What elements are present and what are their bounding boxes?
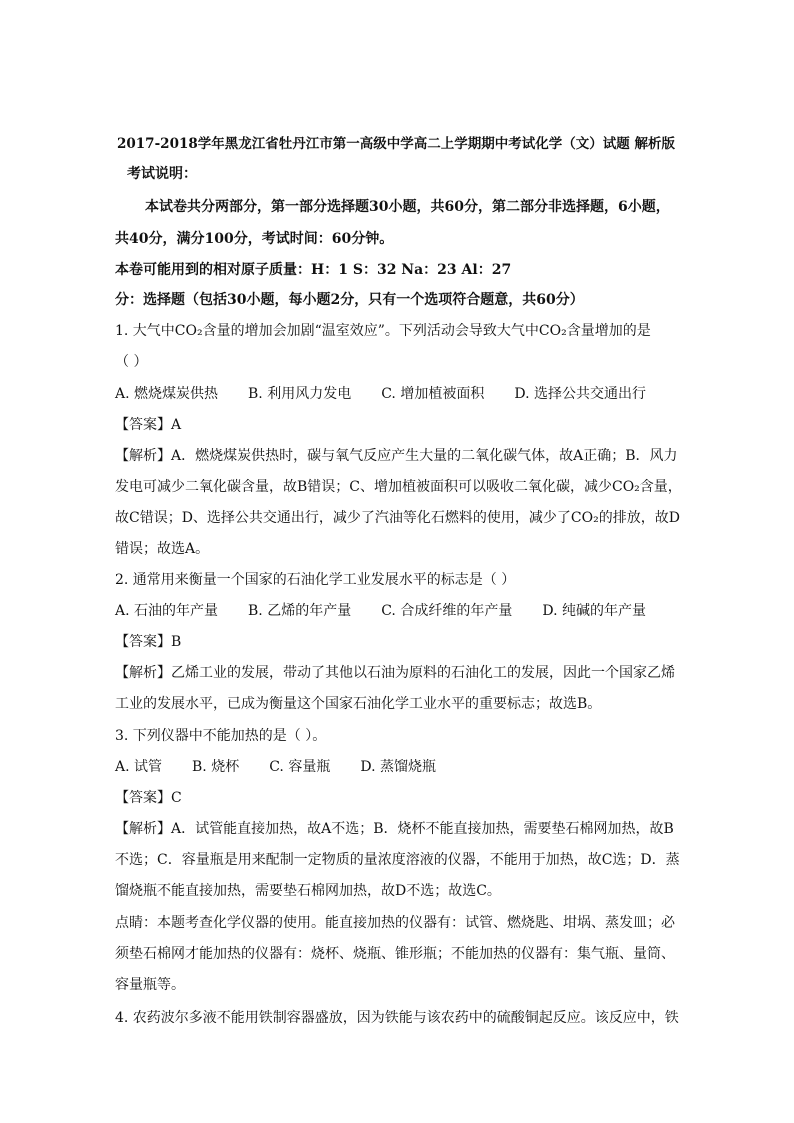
option-d: D. 蒸馏烧瓶: [360, 759, 436, 775]
question-options: [115, 384, 646, 404]
option-b: B. 乙烯的年产量: [248, 603, 352, 619]
option-c: C. 增加植被面积: [381, 386, 485, 402]
answer-line: 【答案】A: [115, 417, 182, 433]
document-title: 2017-2018学年黑龙江省牡丹江市第一高级中学高二上学期期中考试化学（文）试题 解析版: [117, 136, 675, 152]
option-b: B. 利用风力发电: [248, 386, 352, 402]
exam-note-heading: 考试说明：: [127, 166, 197, 182]
option-a: A. 石油的年产量: [115, 603, 219, 619]
question-stem: 3. 下列仪器中不能加热的是（ ）。: [115, 728, 327, 744]
analysis-line: 【解析】乙烯工业的发展，带动了其他以石油为原料的石油化工的发展，因此一个国家乙烯: [115, 665, 675, 681]
option-c: C. 容量瓶: [269, 759, 331, 775]
answer-line: 【答案】C: [115, 790, 182, 806]
option-d: D. 纯碱的年产量: [542, 603, 646, 619]
analysis-line: 馏烧瓶不能直接加热，需要垫石棉网加热，故D不选；故选C。: [115, 883, 501, 899]
analysis-line: 错误；故选A。: [115, 541, 210, 557]
question-stem: （ ）: [115, 354, 148, 370]
analysis-line: 【解析】A．燃烧煤炭供热时，碳与氧气反应产生大量的二氧化碳气体，故A正确；B．风力: [115, 448, 678, 464]
analysis-line: 不选；C．容量瓶是用来配制一定物质的量浓度溶液的仪器，不能用于加热，故C选；D．蒸: [115, 852, 680, 868]
comment-line: 须垫石棉网才能加热的仪器有：烧杯、烧瓶、锥形瓶；不能加热的仪器有：集气瓶、量筒、: [115, 946, 675, 962]
question-stem: 4. 农药波尔多液不能用铁制容器盛放，因为铁能与该农药中的硫酸铜起反应。该反应中，铁: [115, 1010, 679, 1026]
comment-line: 点睛：本题考查化学仪器的使用。能直接加热的仪器有：试管、燃烧匙、坩埚、蒸发皿；必: [115, 915, 675, 931]
analysis-line: 故C错误；D、选择公共交通出行，减少了汽油等化石燃料的使用，减少了CO₂的排放，故D: [115, 510, 680, 526]
exam-note-line: 本试卷共分两部分，第一部分选择题30小题，共60分，第二部分非选择题，6小题，: [145, 199, 670, 215]
question-stem: 2. 通常用来衡量一个国家的石油化学工业发展水平的标志是（ ）: [115, 572, 516, 588]
option-a: A. 燃烧煤炭供热: [115, 386, 219, 402]
option-c: C. 合成纤维的年产量: [381, 603, 513, 619]
question-options: [115, 601, 646, 621]
analysis-line: 工业的发展水平，已成为衡量这个国家石油化学工业水平的重要标志；故选B。: [115, 696, 602, 712]
option-b: B. 烧杯: [192, 759, 240, 775]
option-d: D. 选择公共交通出行: [514, 386, 646, 402]
option-a: A. 试管: [115, 759, 163, 775]
exam-note-line: 共40分，满分100分，考试时间：60分钟。: [115, 231, 394, 247]
analysis-line: 发电可减少二氧化碳含量，故B错误；C、增加植被面积可以吸收二氧化碳，减少CO₂含量，: [115, 479, 682, 495]
analysis-line: 【解析】A．试管能直接加热，故A不选；B．烧杯不能直接加热，需要垫石棉网加热，故B: [115, 821, 674, 837]
question-stem: 1. 大气中CO₂含量的增加会加剧“温室效应”。下列活动会导致大气中CO₂含量增加的是: [115, 323, 651, 339]
answer-line: 【答案】B: [115, 634, 182, 650]
section-heading: 分：选择题（包括30小题，每小题2分，只有一个选项符合题意，共60分）: [115, 292, 584, 308]
atomic-mass-line: 本卷可能用到的相对原子质量：H：1 S：32 Na：23 Al：27: [115, 262, 512, 278]
comment-line: 容量瓶等。: [115, 977, 185, 993]
question-options: [115, 757, 436, 777]
